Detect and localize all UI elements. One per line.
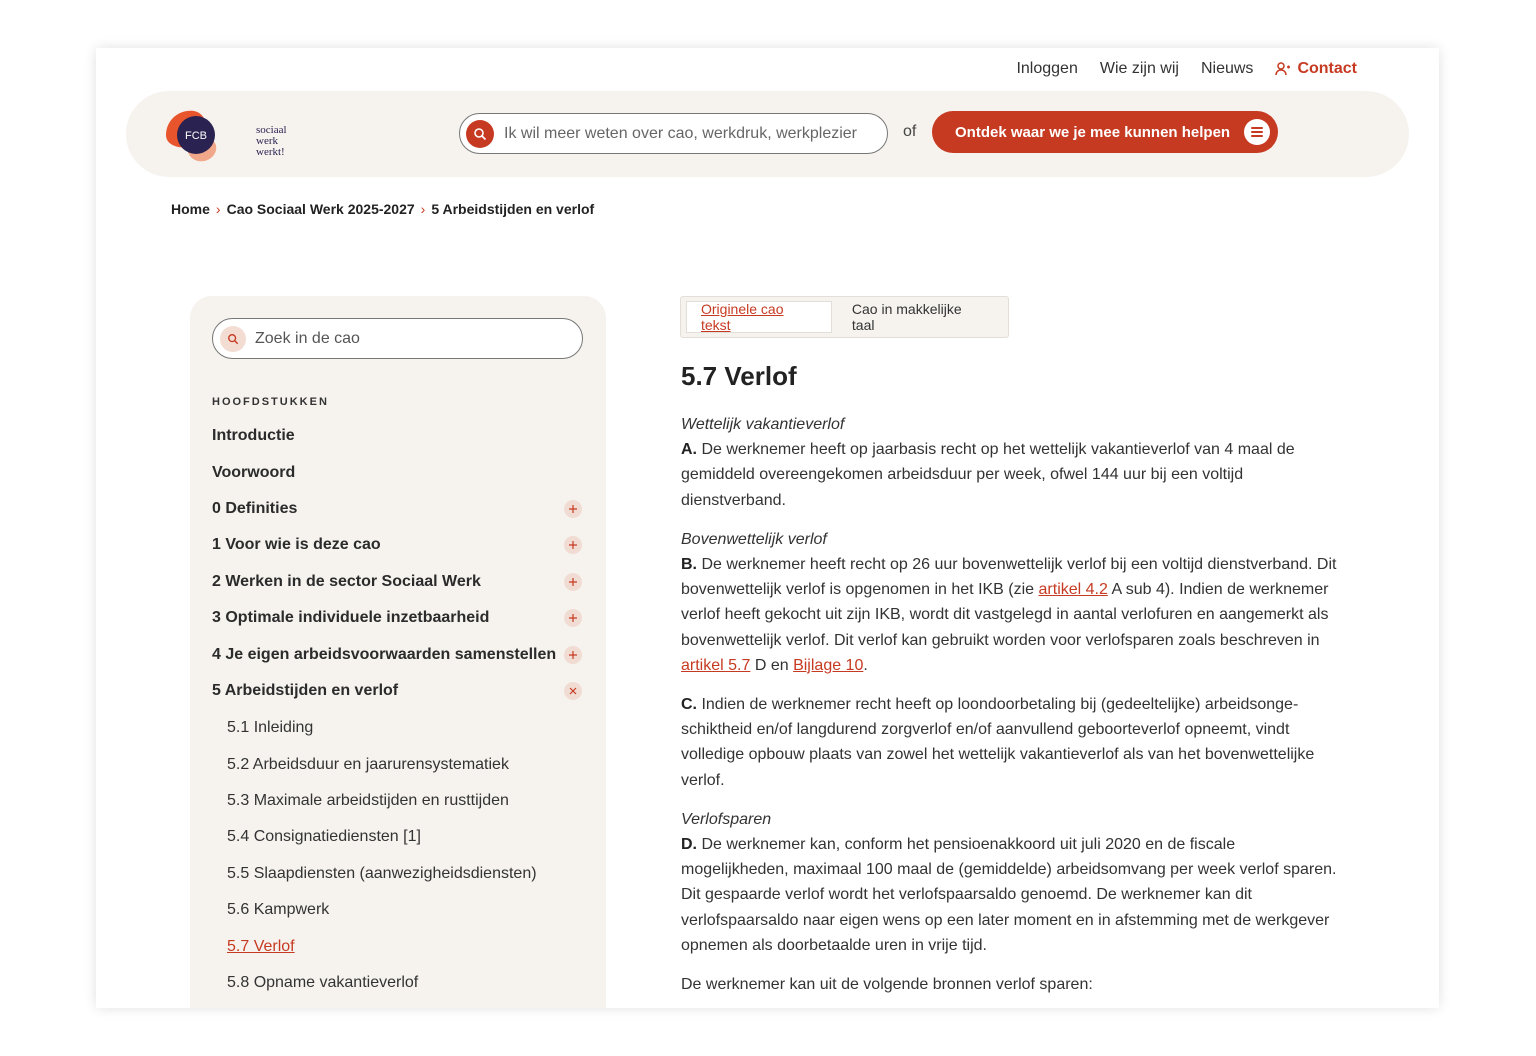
chapter-item[interactable] xyxy=(212,673,584,709)
subheading-leave-saving: Verlofsparen xyxy=(681,810,772,828)
text-version-tabs xyxy=(680,296,1009,338)
search-icon[interactable] xyxy=(220,326,246,352)
logo-line-1: sociaal xyxy=(256,124,287,136)
subheading-extra-leave: Bovenwettelijk verlof xyxy=(681,530,827,548)
site-search-input[interactable] xyxy=(504,125,874,143)
tab-easy-language[interactable]: Cao in makkelijke taal xyxy=(851,301,962,333)
link-appendix-10[interactable]: Bijlage 10 xyxy=(793,656,864,674)
subsection-label: 5.5 Slaapdiensten (aanwezigheidsdiensten) xyxy=(227,864,537,882)
paragraph-d xyxy=(681,832,1346,958)
discover-help-button[interactable] xyxy=(932,111,1278,153)
page-frame xyxy=(96,48,1439,1008)
chapter-item[interactable] xyxy=(212,564,584,600)
breadcrumb-current: 5 Arbeidstijden en verlof xyxy=(431,201,595,217)
discover-help-label: Ontdek waar we je mee kunnen helpen xyxy=(955,123,1231,141)
chapter-item[interactable] xyxy=(212,636,584,672)
logo-line-3: werkt! xyxy=(256,146,285,158)
paragraph-text: De werknemer heeft recht op 26 uur bovenwettelijk verlof bij een voltijd dienstverband. Dit bovenwettelijk verlof is opgenomen in het IKB (zie xyxy=(681,556,1337,599)
chapter-label: Introductie xyxy=(212,427,295,445)
subsection-item[interactable] xyxy=(227,783,537,819)
expand-plus-icon[interactable] xyxy=(564,646,582,664)
chapters-heading: HOOFDSTUKKEN xyxy=(212,396,329,408)
paragraph-label: B. xyxy=(681,556,697,574)
paragraph-final: De werknemer kan uit de volgende bronnen verlof sparen: xyxy=(681,976,1093,994)
logo-abbr: FCB xyxy=(185,130,207,142)
contact-label: Contact xyxy=(1297,60,1357,77)
expand-plus-icon[interactable] xyxy=(564,573,582,591)
paragraph-text: D en xyxy=(754,656,789,674)
logo-wordmark xyxy=(256,125,287,158)
cao-search-input[interactable] xyxy=(255,330,555,348)
paragraph-text: . xyxy=(863,656,868,674)
expand-plus-icon[interactable] xyxy=(564,500,582,518)
article-title: 5.7 Verlof xyxy=(681,361,797,391)
paragraph-text: De werknemer heeft op jaarbasis recht op het wettelijk vakantieverlof van 4 maal de gemiddeld overeengekomen arbeidsduur per week, ofwel 144 uur bij een voltijd dienstverband. xyxy=(681,441,1295,509)
subsection-list xyxy=(227,710,537,1001)
top-navigation xyxy=(1016,60,1357,78)
breadcrumb-separator: › xyxy=(420,201,426,217)
chapter-label: 0 Definities xyxy=(212,499,298,517)
subsection-item[interactable] xyxy=(227,856,537,892)
login-link[interactable]: Inloggen xyxy=(1016,60,1078,77)
chapter-item[interactable] xyxy=(212,454,584,490)
about-link[interactable]: Wie zijn wij xyxy=(1099,60,1179,77)
cao-search xyxy=(212,318,583,359)
paragraph-label: D. xyxy=(681,836,697,854)
tab-original-text[interactable]: Originele cao tekst xyxy=(686,301,832,333)
subsection-label: 5.8 Opname vakantieverlof xyxy=(227,973,419,991)
paragraph-text: De werknemer kan, conform het pensioenakkoord uit juli 2020 en de fiscale mogelijkheden, maximaal 100 maal de (gemiddelde) arbeidsomvang per week verlof sparen. Dit gespaarde verlof wordt het verlofspaarsaldo genoemd. De werknemer kan dit verlofspaarsaldo naar eigen wens op een later moment en in afstemming met de werkgever opnemen als doorbetaalde uren in vrije tijd. xyxy=(681,836,1337,954)
paragraph-label: C. xyxy=(681,696,697,714)
subsection-label: 5.4 Consignatiediensten [1] xyxy=(227,828,421,846)
paragraph-label: A. xyxy=(681,441,697,459)
chapter-label: 5 Arbeidstijden en verlof xyxy=(212,681,399,699)
news-link[interactable]: Nieuws xyxy=(1200,60,1254,77)
subsection-item[interactable] xyxy=(227,819,537,855)
article-body xyxy=(681,412,1346,1008)
subsection-item[interactable] xyxy=(227,746,537,782)
subsection-item-active[interactable] xyxy=(227,928,537,964)
chapter-list xyxy=(212,418,584,709)
collapse-close-icon[interactable] xyxy=(564,682,582,700)
subsection-item[interactable] xyxy=(227,965,537,1001)
paragraph-c xyxy=(681,692,1346,793)
paragraph-b xyxy=(681,552,1346,678)
cao-sidebar xyxy=(190,296,606,1008)
chapter-item[interactable] xyxy=(212,418,584,454)
breadcrumb xyxy=(171,201,594,217)
fcb-logo[interactable] xyxy=(160,99,287,169)
chapter-label: 2 Werken in de sector Sociaal Werk xyxy=(212,572,481,590)
search-icon[interactable] xyxy=(466,120,494,148)
or-label: of xyxy=(903,123,917,140)
expand-plus-icon[interactable] xyxy=(564,609,582,627)
paragraph-text: Indien de werknemer recht heeft op loondoorbetaling bij (gedeeltelijke) arbeidsonge-schiktheid en/of langdurend zorgverlof en/of aanvullend geboorteverlof opneemt, vindt volledige opbouw plaats van zowel het wettelijk vakantieverlof als van het bovenwettelijke verlof. xyxy=(681,696,1315,789)
subsection-label: 5.3 Maximale arbeidstijden en rusttijden xyxy=(227,791,509,809)
subsection-item[interactable] xyxy=(227,710,537,746)
paragraph-text: A sub 4). Indien de werknemer verlof heeft gekocht uit zijn IKB, wordt dit vastgelegd in aantal verlofuren en aangemerkt als bovenwettelijk verlof. Dit verlof kan gebruikt worden voor verlofsparen zoals beschreven in xyxy=(681,581,1329,649)
expand-plus-icon[interactable] xyxy=(564,536,582,554)
chapter-label: 1 Voor wie is deze cao xyxy=(212,536,381,554)
link-article-4-2[interactable]: artikel 4.2 xyxy=(1038,581,1108,599)
subsection-label: 5.1 Inleiding xyxy=(227,719,314,737)
subsection-label: 5.6 Kampwerk xyxy=(227,901,330,919)
link-article-5-7[interactable]: artikel 5.7 xyxy=(681,656,751,674)
breadcrumb-home[interactable]: Home xyxy=(171,201,210,217)
chapter-label: 4 Je eigen arbeidsvoorwaarden samenstellen xyxy=(212,645,557,663)
menu-icon xyxy=(1244,119,1270,145)
breadcrumb-separator: › xyxy=(215,201,221,217)
header-bar xyxy=(126,91,1409,177)
subsection-item[interactable] xyxy=(227,892,537,928)
contact-link[interactable] xyxy=(1275,60,1357,78)
chapter-item[interactable] xyxy=(212,600,584,636)
logo-line-2: werk xyxy=(256,135,278,147)
chapter-label: Voorwoord xyxy=(212,463,296,481)
site-search xyxy=(459,113,888,154)
chapter-item[interactable] xyxy=(212,527,584,563)
user-contact-icon xyxy=(1275,61,1291,77)
paragraph-a xyxy=(681,437,1346,513)
subsection-label: 5.2 Arbeidsduur en jaarurensystematiek xyxy=(227,755,509,773)
subsection-label: 5.7 Verlof xyxy=(227,937,295,955)
fcb-logo-mark xyxy=(160,99,230,169)
breadcrumb-cao[interactable]: Cao Sociaal Werk 2025-2027 xyxy=(226,201,415,217)
chapter-item[interactable] xyxy=(212,491,584,527)
chapter-label: 3 Optimale individuele inzetbaarheid xyxy=(212,609,490,627)
subheading-statutory-leave: Wettelijk vakantieverlof xyxy=(681,416,845,433)
